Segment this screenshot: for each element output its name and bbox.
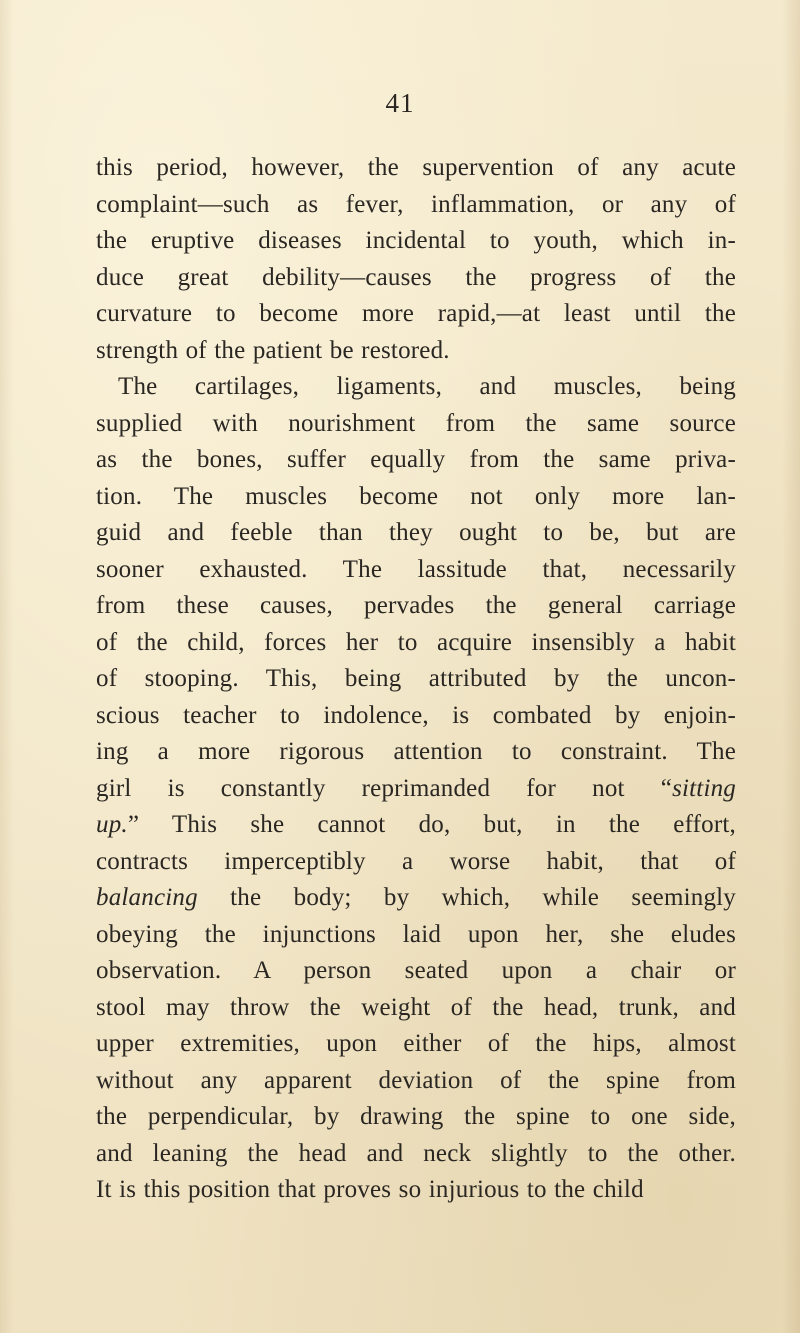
text-line: ing a more rigorous attention to constraint. The [96,738,736,765]
text-line: contracts imperceptibly a worse habit, that of [96,847,736,875]
page-gutter-shadow [0,0,14,1333]
text-line: strength of the patient be restored. [96,336,450,364]
text-line: curvature to become more rapid,—at least until the [96,300,736,327]
page-number: 41 [385,88,415,118]
body-text [96,150,736,1209]
text-line: It is this position that proves so injurious to the child [96,1176,644,1203]
line-text: the body; by which, while seemingly [197,884,736,911]
text-line: duce great debility—causes the progress of the [96,263,736,291]
text-line: of the child, forces her to acquire insensibly a habit [96,628,736,656]
text-line-italic-sitting [96,771,736,808]
text-line: upper extremities, upon either of the hips, almost [96,1030,736,1057]
line-text: girl is constantly reprimanded for not “ [96,774,673,802]
page-edge-shadow [782,0,800,1333]
text-line: from these causes, pervades the general carriage [96,592,736,619]
text-line: and leaning the head and neck slightly to the other. [96,1139,736,1167]
text-line: without any apparent deviation of the spine from [96,1066,736,1094]
text-line: The cartilages, ligaments, and muscles, being [118,373,736,400]
text-line: sooner exhausted. The lassitude that, necessarily [96,555,736,583]
text-line: supplied with nourishment from the same source [96,409,736,437]
text-line: this period, however, the supervention of any acute [96,154,736,181]
text-line-italic-balancing [96,880,736,917]
text-line: stool may throw the weight of the head, trunk, and [96,993,736,1021]
text-line: the eruptive diseases incidental to youth, which in- [96,227,736,254]
text-line: guid and feeble than they ought to be, but are [96,519,736,546]
line-text: ” This she cannot do, but, in the effort, [127,811,736,838]
text-line: tion. The muscles become not only more lan- [96,482,736,510]
italic-word: balancing [96,884,198,911]
text-line-italic-up [96,807,736,844]
text-line: of stooping. This, being attributed by the uncon- [96,665,736,692]
italic-word: up. [96,811,128,838]
italic-word: sitting [672,774,736,802]
text-line: scious teacher to indolence, is combated by enjoin- [96,701,736,729]
text-line: as the bones, suffer equally from the same priva- [96,446,736,473]
text-line: complaint—such as fever, inflammation, or any of [96,190,736,218]
text-line: obeying the injunctions laid upon her, she eludes [96,920,736,948]
text-line: the perpendicular, by drawing the spine to one side, [96,1103,736,1130]
text-line: observation. A person seated upon a chair or [96,957,736,984]
